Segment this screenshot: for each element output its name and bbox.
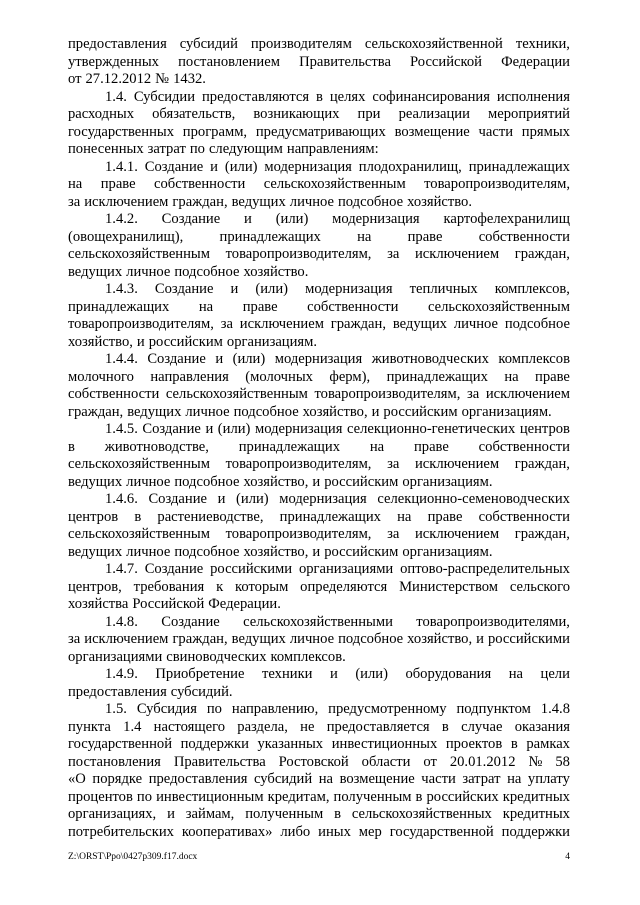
text-line: центров в растениеводстве, принадлежащих на праве собственности (68, 508, 570, 525)
text-line: товаропроизводителям, за исключением граждан, ведущих личное подсобное (68, 316, 570, 332)
text-line: 1.4.5. Создание и (или) модернизация селекционно-генетических центров (105, 421, 570, 437)
text-line: 1.4.4. Создание и (или) модернизация животноводческих комплексов (105, 351, 570, 367)
text-line: молочного направления (молочных ферм), принадлежащих на праве (68, 368, 570, 385)
text-line: сельскохозяйственным товаропроизводителям, за исключением граждан, (68, 246, 570, 262)
text-line: ведущих личное подсобное хозяйство. (68, 263, 309, 280)
text-line: расходных обязательств, возникающих при реализации мероприятий (68, 106, 570, 122)
text-line: граждан, ведущих личное подсобное хозяйство, и российским организациям. (68, 403, 552, 420)
text-line: предоставления субсидий. (68, 683, 233, 700)
text-line: 1.4. Субсидии предоставляются в целях софинансирования исполнения (105, 88, 570, 105)
footer-file-path: Z:\ORST\Ppo\0427p309.f17.docx (68, 852, 198, 862)
text-line: государственных программ, предусматривающих возмещение части прямых (68, 123, 570, 140)
text-line: организациями свиноводческих комплексов. (68, 648, 346, 665)
paragraph-p1-5 (68, 701, 570, 841)
page-footer (68, 851, 570, 863)
text-line: «О порядке предоставления субсидий на возмещение части затрат на уплату (68, 771, 570, 787)
text-line: 1.4.6. Создание и (или) модернизация селекционно-семеноводческих (105, 491, 570, 507)
text-line: ведущих личное подсобное хозяйство, и российским организациям. (68, 543, 493, 560)
text-line: в животноводстве, принадлежащих на праве собственности (68, 438, 570, 455)
paragraph-p1-4-9 (68, 666, 570, 701)
paragraph-p1-4-5 (68, 421, 570, 491)
text-line: хозяйства Российской Федерации. (68, 596, 281, 612)
text-line: за исключением граждан, ведущих личное подсобное хозяйство, и российскими (68, 631, 570, 647)
text-line: на праве собственности сельскохозяйственным товаропроизводителям, (68, 176, 570, 192)
text-line: понесенных затрат по следующим направлениям: (68, 141, 379, 157)
paragraph-p1-4 (68, 89, 570, 159)
text-line: потребительских кооперативах» либо иных мер государственной поддержки (68, 823, 570, 840)
footer-page-number: 4 (565, 852, 570, 862)
document-body (68, 36, 570, 841)
paragraph-p1-4-4 (68, 351, 570, 421)
text-line: предоставления субсидий производителям сельскохозяйственной техники, (68, 36, 570, 52)
paragraph-p1-4-3 (68, 281, 570, 351)
text-line: 1.4.3. Создание и (или) модернизация тепличных комплексов, (105, 281, 570, 297)
text-line: утвержденных постановлением Правительства Российской Федерации (68, 53, 570, 70)
text-line: сельскохозяйственным товаропроизводителям, за исключением граждан, (68, 456, 570, 472)
text-line: 1.5. Субсидия по направлению, предусмотренному подпунктом 1.4.8 (105, 701, 570, 717)
text-line: ведущих личное подсобное хозяйство, и российским организациям. (68, 473, 493, 490)
text-line: сельскохозяйственным товаропроизводителям, за исключением граждан, (68, 526, 570, 542)
text-line: хозяйство, и российским организациям. (68, 333, 318, 350)
text-line: (овощехранилищ), принадлежащих на праве собственности (68, 228, 570, 245)
paragraph-p1-4-7 (68, 561, 570, 614)
paragraph-p1-4-1 (68, 159, 570, 212)
text-line: от 27.12.2012 № 1432. (68, 71, 206, 87)
text-line: за исключением граждан, ведущих личное подсобное хозяйство. (68, 193, 472, 210)
text-line: 1.4.7. Создание российскими организациями оптово-распределительных (105, 561, 570, 577)
text-line: пункта 1.4 настоящего раздела, не предоставляется в случае оказания (68, 718, 570, 735)
text-line: 1.4.2. Создание и (или) модернизация картофелехранилищ (105, 211, 570, 227)
text-line: принадлежащих на праве собственности сельскохозяйственным (68, 298, 570, 315)
text-line: организациях, и займам, полученным в сельскохозяйственных кредитных (68, 806, 570, 822)
paragraph-p1-4-8 (68, 614, 570, 667)
paragraph-p1-4-2 (68, 211, 570, 281)
text-line: 1.4.9. Приобретение техники и (или) оборудования на цели (105, 666, 570, 682)
text-line: 1.4.1. Создание и (или) модернизация плодохранилищ, принадлежащих (105, 158, 570, 175)
paragraph-p1-4-6 (68, 491, 570, 561)
text-line: собственности сельскохозяйственным товаропроизводителям, за исключением (68, 386, 570, 402)
paragraph-p0 (68, 36, 570, 89)
text-line: 1.4.8. Создание сельскохозяйственными товаропроизводителями, (105, 613, 570, 630)
text-line: государственной поддержки указанных инвестиционных проектов в рамках (68, 736, 570, 752)
text-line: процентов по инвестиционным кредитам, полученным в российских кредитных (68, 788, 570, 805)
text-line: центров, требования к которым определяются Министерством сельского (68, 578, 570, 595)
text-line: постановления Правительства Ростовской области от 20.01.2012 № 58 (68, 753, 570, 770)
